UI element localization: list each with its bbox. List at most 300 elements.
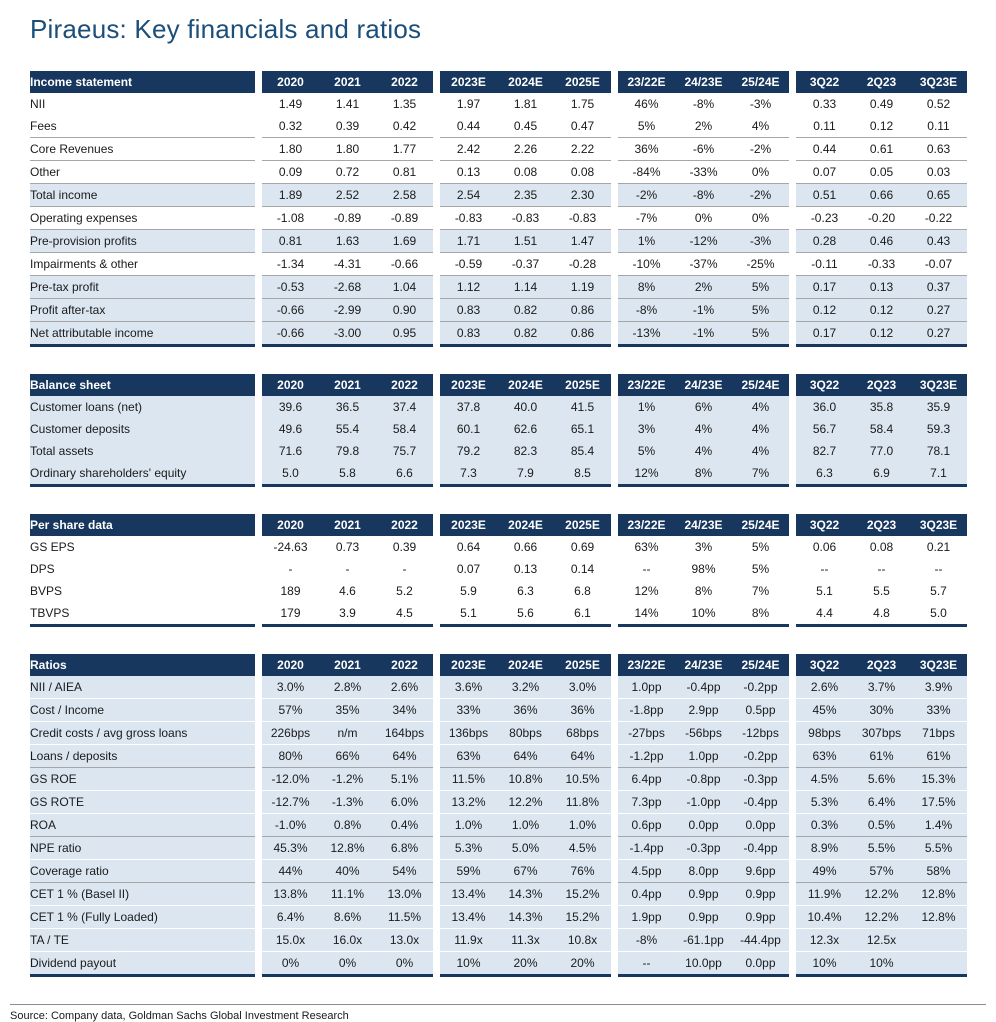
- column-gap: [433, 791, 440, 814]
- value-cell: -1.2pp: [618, 745, 675, 768]
- value-cell: 0.09: [262, 161, 319, 184]
- column-gap: [433, 396, 440, 418]
- column-gap: [611, 558, 618, 580]
- column-header: 3Q23E: [910, 374, 967, 396]
- table-row: [30, 860, 967, 883]
- table-row: [30, 276, 967, 299]
- value-cell: 0.9pp: [675, 883, 732, 906]
- value-cell: [910, 929, 967, 952]
- value-cell: -0.4pp: [732, 837, 789, 860]
- value-cell: 79.2: [440, 440, 497, 462]
- value-cell: -0.23: [796, 207, 853, 230]
- column-header: 2Q23: [853, 514, 910, 536]
- section-title: Balance sheet: [30, 374, 255, 396]
- value-cell: 2.52: [319, 184, 376, 207]
- column-gap: [255, 676, 262, 699]
- value-cell: 2.26: [497, 138, 554, 161]
- value-cell: 0.95: [376, 322, 433, 346]
- value-cell: 164bps: [376, 722, 433, 745]
- column-gap: [433, 115, 440, 138]
- value-cell: 1.81: [513, 97, 538, 111]
- column-gap: [433, 299, 440, 322]
- column-gap: [433, 768, 440, 791]
- value-cell: -0.4pp: [675, 676, 732, 699]
- value-cell: 6.3: [796, 462, 853, 486]
- value-cell: 5%: [732, 276, 789, 299]
- column-gap: [611, 418, 618, 440]
- value-cell: 179: [262, 602, 319, 626]
- value-cell: 1.77: [376, 138, 433, 161]
- value-cell: 7.9: [497, 462, 554, 486]
- value-cell: 0.17: [796, 276, 853, 299]
- column-gap: [255, 299, 262, 322]
- column-gap: [789, 558, 796, 580]
- value-cell: 35.9: [910, 396, 967, 418]
- value-cell: 0%: [376, 952, 433, 976]
- row-label: NPE ratio: [30, 837, 255, 860]
- value-cell: 1.0%: [554, 814, 611, 837]
- column-gap: [611, 207, 618, 230]
- value-cell: 0.65: [910, 184, 967, 207]
- value-cell: 0.86: [554, 299, 611, 322]
- column-gap: [255, 276, 262, 299]
- column-gap: [789, 580, 796, 602]
- value-cell: 0.51: [796, 184, 853, 207]
- value-cell: 12.8%: [910, 883, 967, 906]
- column-gap: [255, 115, 262, 138]
- value-cell: 12.8%: [319, 837, 376, 860]
- value-cell: 0.42: [392, 119, 417, 133]
- value-cell: 1.9pp: [618, 906, 675, 929]
- column-gap: [255, 929, 262, 952]
- value-cell: 20%: [497, 952, 554, 976]
- column-gap: [433, 93, 440, 115]
- value-cell: 0.49: [869, 97, 894, 111]
- value-cell: n/m: [319, 722, 376, 745]
- row-label: Coverage ratio: [30, 860, 255, 883]
- value-cell: 79.8: [319, 440, 376, 462]
- value-cell: 1%: [618, 396, 675, 418]
- value-cell: -3%: [749, 97, 772, 111]
- column-gap: [255, 418, 262, 440]
- value-cell: 2.58: [376, 184, 433, 207]
- row-label: Ordinary shareholders' equity: [30, 462, 255, 486]
- row-label: Pre-provision profits: [30, 230, 255, 253]
- value-cell: 63%: [796, 745, 853, 768]
- column-gap: [433, 374, 440, 396]
- row-label: Total income: [30, 184, 255, 207]
- row-label: Dividend payout: [30, 952, 255, 976]
- value-cell: 77.0: [853, 440, 910, 462]
- value-cell: -56bps: [675, 722, 732, 745]
- value-cell: 5.3%: [440, 837, 497, 860]
- value-cell: 1.89: [262, 184, 319, 207]
- value-cell: 0.73: [335, 540, 360, 554]
- column-gap: [789, 374, 796, 396]
- column-header: 2024E: [497, 71, 554, 93]
- value-cell: 0%: [732, 207, 789, 230]
- value-cell: 54%: [376, 860, 433, 883]
- value-cell: 0%: [732, 161, 789, 184]
- value-cell: -61.1pp: [675, 929, 732, 952]
- value-cell: 0.27: [910, 299, 967, 322]
- value-cell: 5.3%: [796, 791, 853, 814]
- value-cell: 4.5%: [554, 837, 611, 860]
- table-row: [30, 722, 967, 745]
- value-cell: 0.45: [513, 119, 538, 133]
- table-row: [30, 676, 967, 699]
- value-cell: -12.7%: [262, 791, 319, 814]
- column-gap: [255, 462, 262, 486]
- table-row: [30, 791, 967, 814]
- table-row: [30, 418, 967, 440]
- column-gap: [611, 676, 618, 699]
- value-cell: -0.53: [262, 276, 319, 299]
- value-cell: 0.61: [853, 138, 910, 161]
- column-gap: [433, 722, 440, 745]
- value-cell: 36%: [554, 699, 611, 722]
- value-cell: 2.22: [554, 138, 611, 161]
- value-cell: -8%: [675, 184, 732, 207]
- value-cell: 4.4: [796, 602, 853, 626]
- value-cell: 0.9pp: [675, 906, 732, 929]
- column-header: 24/23E: [675, 71, 732, 93]
- value-cell: 0.13: [853, 276, 910, 299]
- column-gap: [789, 768, 796, 791]
- value-cell: 14.3%: [497, 883, 554, 906]
- value-cell: 0.83: [440, 322, 497, 346]
- value-cell: -: [402, 562, 407, 576]
- value-cell: -0.8pp: [675, 768, 732, 791]
- column-gap: [433, 814, 440, 837]
- table-row: [30, 230, 967, 253]
- value-cell: 75.7: [376, 440, 433, 462]
- row-label: Impairments & other: [30, 253, 255, 276]
- value-cell: 0.13: [440, 161, 497, 184]
- column-gap: [433, 654, 440, 676]
- column-gap: [255, 93, 262, 115]
- column-header: 2022: [376, 374, 433, 396]
- column-header: 2024E: [497, 374, 554, 396]
- value-cell: 0.4pp: [618, 883, 675, 906]
- value-cell: 56.7: [796, 418, 853, 440]
- column-header: 2022: [376, 514, 433, 536]
- value-cell: -2.99: [319, 299, 376, 322]
- value-cell: 16.0x: [319, 929, 376, 952]
- value-cell: 4%: [675, 440, 732, 462]
- value-cell: 10%: [675, 602, 732, 626]
- value-cell: 8.5: [554, 462, 611, 486]
- value-cell: -4.31: [319, 253, 376, 276]
- value-cell: 36.5: [319, 396, 376, 418]
- column-gap: [433, 745, 440, 768]
- value-cell: 5%: [751, 540, 770, 554]
- value-cell: 0.8%: [319, 814, 376, 837]
- table-row: [30, 93, 967, 115]
- value-cell: -0.4pp: [732, 791, 789, 814]
- value-cell: 4%: [751, 119, 770, 133]
- value-cell: -1%: [675, 322, 732, 346]
- value-cell: -0.07: [910, 253, 967, 276]
- value-cell: -12%: [675, 230, 732, 253]
- column-gap: [433, 699, 440, 722]
- value-cell: 1.19: [554, 276, 611, 299]
- column-gap: [433, 676, 440, 699]
- value-cell: 55.4: [319, 418, 376, 440]
- column-gap: [611, 699, 618, 722]
- column-gap: [789, 952, 796, 976]
- column-gap: [611, 462, 618, 486]
- value-cell: 0.63: [910, 138, 967, 161]
- value-cell: 59.3: [910, 418, 967, 440]
- table-row: [30, 396, 967, 418]
- value-cell: 14.3%: [497, 906, 554, 929]
- value-cell: 6.9: [853, 462, 910, 486]
- value-cell: -2.68: [319, 276, 376, 299]
- column-gap: [255, 230, 262, 253]
- value-cell: 30%: [853, 699, 910, 722]
- column-gap: [433, 536, 440, 558]
- row-label: Total assets: [30, 440, 255, 462]
- value-cell: 5%: [751, 562, 770, 576]
- value-cell: 1.14: [497, 276, 554, 299]
- value-cell: 12%: [618, 462, 675, 486]
- value-cell: 58%: [910, 860, 967, 883]
- value-cell: -0.3pp: [732, 768, 789, 791]
- value-cell: 98%: [691, 562, 716, 576]
- value-cell: 1.63: [319, 230, 376, 253]
- value-cell: -27bps: [618, 722, 675, 745]
- row-label: ROA: [30, 814, 255, 837]
- value-cell: 82.7: [796, 440, 853, 462]
- column-header: 2021: [319, 374, 376, 396]
- column-gap: [789, 699, 796, 722]
- column-header: 2024E: [497, 514, 554, 536]
- column-gap: [611, 654, 618, 676]
- value-cell: 5.0: [262, 462, 319, 486]
- per-share-data-table: [30, 514, 967, 627]
- value-cell: 3%: [694, 540, 713, 554]
- value-cell: -1.2%: [319, 768, 376, 791]
- value-cell: 82.3: [497, 440, 554, 462]
- value-cell: 2.9pp: [675, 699, 732, 722]
- value-cell: -1.34: [262, 253, 319, 276]
- value-cell: -0.89: [319, 207, 376, 230]
- value-cell: 6.4%: [853, 791, 910, 814]
- row-label: Fees: [30, 119, 57, 133]
- value-cell: 5.6%: [853, 768, 910, 791]
- value-cell: 37.8: [440, 396, 497, 418]
- column-gap: [433, 161, 440, 184]
- column-gap: [611, 602, 618, 626]
- value-cell: 1.0pp: [618, 676, 675, 699]
- column-gap: [611, 93, 618, 115]
- column-gap: [433, 952, 440, 976]
- value-cell: 1.35: [392, 97, 417, 111]
- table-row: [30, 699, 967, 722]
- column-gap: [433, 462, 440, 486]
- value-cell: -2%: [732, 184, 789, 207]
- value-cell: 13.0%: [376, 883, 433, 906]
- column-header: 2023E: [440, 71, 497, 93]
- value-cell: 0.12: [853, 299, 910, 322]
- value-cell: 64%: [376, 745, 433, 768]
- column-gap: [255, 322, 262, 346]
- column-gap: [433, 253, 440, 276]
- value-cell: -0.33: [853, 253, 910, 276]
- value-cell: 71bps: [910, 722, 967, 745]
- value-cell: 76%: [554, 860, 611, 883]
- column-header: 3Q22: [796, 654, 853, 676]
- value-cell: 62.6: [497, 418, 554, 440]
- value-cell: 4.8: [853, 602, 910, 626]
- column-gap: [433, 837, 440, 860]
- column-gap: [789, 906, 796, 929]
- value-cell: -0.2pp: [732, 676, 789, 699]
- table-row: [30, 161, 967, 184]
- value-cell: 13.0x: [376, 929, 433, 952]
- column-header: 2023E: [440, 374, 497, 396]
- value-cell: 12.8%: [910, 906, 967, 929]
- column-gap: [433, 440, 440, 462]
- column-gap: [255, 536, 262, 558]
- value-cell: 1.75: [570, 97, 595, 111]
- value-cell: -3%: [732, 230, 789, 253]
- column-gap: [789, 860, 796, 883]
- column-header: 2Q23: [853, 654, 910, 676]
- table-row: [30, 837, 967, 860]
- value-cell: 1.47: [554, 230, 611, 253]
- column-gap: [611, 115, 618, 138]
- column-gap: [433, 418, 440, 440]
- value-cell: 5.0%: [497, 837, 554, 860]
- value-cell: 0.81: [376, 161, 433, 184]
- header-row: [30, 71, 967, 93]
- column-gap: [433, 860, 440, 883]
- value-cell: 0.21: [926, 540, 951, 554]
- value-cell: 2.42: [440, 138, 497, 161]
- value-cell: 45.3%: [262, 837, 319, 860]
- value-cell: 58.4: [376, 418, 433, 440]
- column-gap: [255, 253, 262, 276]
- value-cell: 1.97: [456, 97, 481, 111]
- column-gap: [255, 883, 262, 906]
- value-cell: 0.11: [813, 119, 836, 133]
- column-header: 3Q23E: [910, 71, 967, 93]
- column-header: 24/23E: [675, 654, 732, 676]
- value-cell: --: [618, 952, 675, 976]
- value-cell: -0.28: [554, 253, 611, 276]
- column-header: 25/24E: [732, 374, 789, 396]
- value-cell: 3%: [618, 418, 675, 440]
- value-cell: 5.5%: [853, 837, 910, 860]
- column-gap: [789, 161, 796, 184]
- value-cell: 66%: [319, 745, 376, 768]
- value-cell: 0.27: [910, 322, 967, 346]
- column-gap: [255, 837, 262, 860]
- value-cell: 0.47: [570, 119, 595, 133]
- value-cell: 5.7: [930, 584, 947, 598]
- value-cell: 7%: [751, 584, 770, 598]
- value-cell: -0.66: [262, 299, 319, 322]
- column-gap: [789, 676, 796, 699]
- column-gap: [433, 71, 440, 93]
- value-cell: 0.03: [910, 161, 967, 184]
- value-cell: 10%: [796, 952, 853, 976]
- value-cell: 0.64: [456, 540, 481, 554]
- column-gap: [789, 93, 796, 115]
- value-cell: 11.9%: [796, 883, 853, 906]
- value-cell: -: [288, 562, 293, 576]
- value-cell: 57%: [853, 860, 910, 883]
- value-cell: 0.82: [497, 299, 554, 322]
- value-cell: 1.0%: [440, 814, 497, 837]
- value-cell: 12.5x: [853, 929, 910, 952]
- value-cell: 0%: [262, 952, 319, 976]
- value-cell: -1.8pp: [618, 699, 675, 722]
- column-gap: [255, 374, 262, 396]
- value-cell: 6.8%: [376, 837, 433, 860]
- value-cell: 0.12: [853, 322, 910, 346]
- value-cell: 0.43: [910, 230, 967, 253]
- value-cell: 11.3x: [497, 929, 554, 952]
- row-label: Core Revenues: [30, 138, 255, 161]
- value-cell: 80%: [262, 745, 319, 768]
- value-cell: 2.8%: [319, 676, 376, 699]
- column-gap: [255, 906, 262, 929]
- column-gap: [433, 230, 440, 253]
- column-gap: [611, 768, 618, 791]
- value-cell: 0.0pp: [732, 814, 789, 837]
- value-cell: 2.35: [497, 184, 554, 207]
- column-gap: [255, 440, 262, 462]
- value-cell: 13.4%: [440, 883, 497, 906]
- value-cell: 0.82: [497, 322, 554, 346]
- value-cell: 20%: [554, 952, 611, 976]
- column-gap: [611, 883, 618, 906]
- value-cell: -24.63: [273, 540, 308, 554]
- column-gap: [611, 71, 618, 93]
- row-label: GS EPS: [30, 540, 75, 554]
- value-cell: 0%: [675, 207, 732, 230]
- value-cell: 1.80: [262, 138, 319, 161]
- value-cell: 2%: [694, 119, 713, 133]
- column-gap: [611, 536, 618, 558]
- value-cell: 63%: [440, 745, 497, 768]
- value-cell: 0.86: [554, 322, 611, 346]
- value-cell: 307bps: [853, 722, 910, 745]
- value-cell: 78.1: [910, 440, 967, 462]
- value-cell: 45%: [796, 699, 853, 722]
- value-cell: 7.1: [910, 462, 967, 486]
- value-cell: 34%: [376, 699, 433, 722]
- column-gap: [611, 440, 618, 462]
- row-label: Pre-tax profit: [30, 276, 255, 299]
- row-label: Operating expenses: [30, 207, 255, 230]
- value-cell: 80bps: [497, 722, 554, 745]
- value-cell: 6.6: [376, 462, 433, 486]
- column-gap: [789, 276, 796, 299]
- value-cell: 0.39: [335, 119, 360, 133]
- column-gap: [789, 207, 796, 230]
- value-cell: 58.4: [853, 418, 910, 440]
- value-cell: -25%: [732, 253, 789, 276]
- row-label: GS ROE: [30, 768, 255, 791]
- value-cell: 0.6pp: [618, 814, 675, 837]
- value-cell: 85.4: [554, 440, 611, 462]
- value-cell: 11.9x: [440, 929, 497, 952]
- row-label: Customer loans (net): [30, 396, 255, 418]
